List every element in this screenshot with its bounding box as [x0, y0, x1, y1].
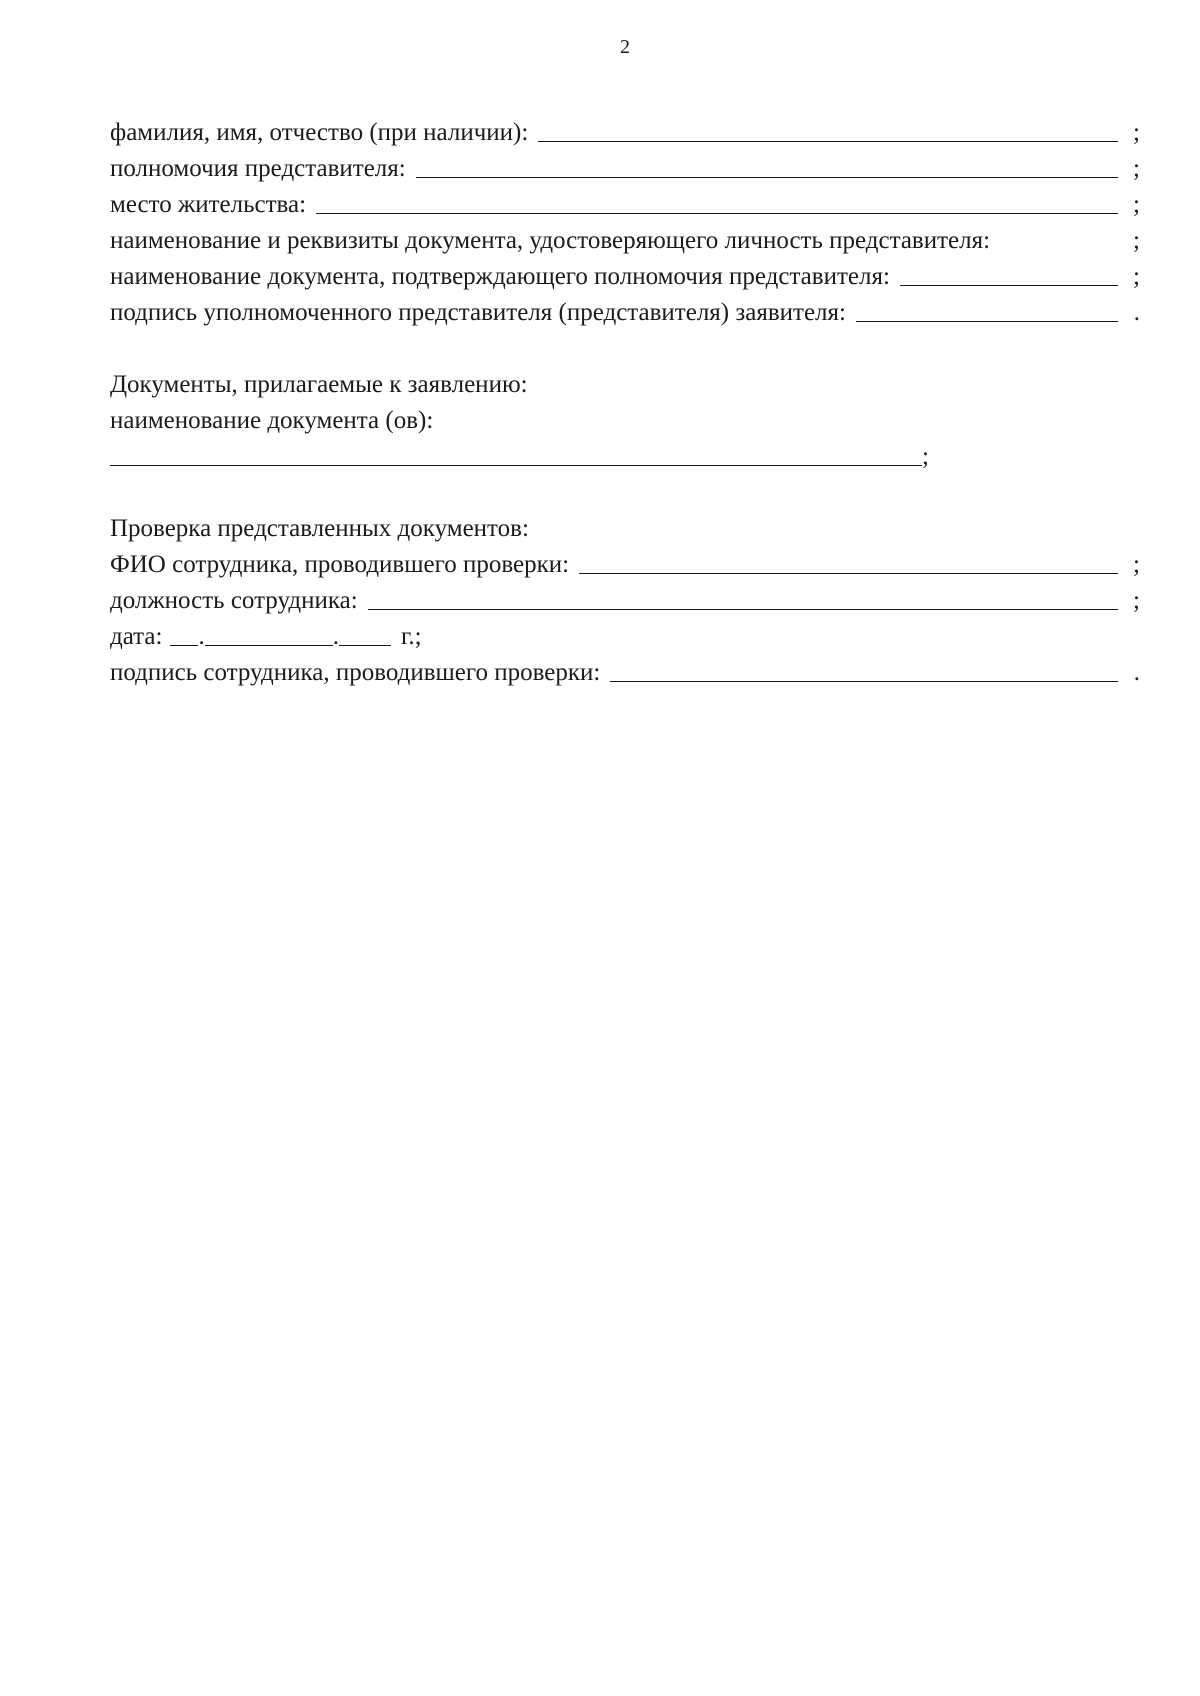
attached-documents-heading-line	[110, 364, 1140, 400]
verification-heading: Проверка представленных документов:	[110, 515, 529, 542]
employee-name-field[interactable]	[579, 549, 1118, 574]
id-document-terminator: ;	[1133, 227, 1140, 254]
id-document-line	[110, 220, 1140, 256]
document-name-terminator: ;	[922, 443, 929, 470]
powers-document-label: наименование документа, подтверждающего полномочия представителя:	[110, 263, 890, 290]
date-dot-1: .	[198, 623, 205, 650]
signature-field[interactable]	[856, 297, 1118, 322]
employee-signature-field[interactable]	[610, 657, 1118, 682]
employee-position-line	[110, 580, 1140, 616]
employee-signature-line	[110, 652, 1140, 688]
date-suffix: г.;	[400, 623, 422, 650]
employee-name-terminator: ;	[1133, 551, 1140, 578]
employee-name-line	[110, 544, 1140, 580]
verification-heading-line	[110, 508, 1140, 544]
date-label: дата:	[110, 623, 163, 650]
employee-position-field[interactable]	[368, 585, 1118, 610]
residence-field[interactable]	[316, 189, 1118, 214]
powers-line	[110, 148, 1140, 184]
date-day-field[interactable]	[170, 621, 198, 646]
date-line	[110, 616, 422, 652]
employee-name-label: ФИО сотрудника, проводившего проверки:	[110, 551, 570, 578]
residence-terminator: ;	[1133, 191, 1140, 218]
full-name-label: фамилия, имя, отчество (при наличии):	[110, 119, 529, 146]
date-dot-2: .	[332, 623, 339, 650]
attached-documents-heading: Документы, прилагаемые к заявлению:	[110, 371, 528, 398]
powers-field[interactable]	[416, 153, 1118, 178]
employee-signature-label: подпись сотрудника, проводившего проверки:	[110, 659, 601, 686]
id-document-field[interactable]	[1000, 225, 1118, 250]
powers-document-line	[110, 256, 1140, 292]
full-name-line	[110, 112, 1140, 148]
powers-label: полномочия представителя:	[110, 155, 406, 182]
document-name-field[interactable]	[110, 441, 922, 466]
signature-line	[110, 292, 1140, 328]
residence-label: место жительства:	[110, 191, 307, 218]
powers-document-field[interactable]	[900, 261, 1118, 286]
page-number: 2	[620, 36, 630, 58]
id-document-label: наименование и реквизиты документа, удостоверяющего личность представителя:	[110, 227, 991, 254]
date-year-field[interactable]	[339, 621, 391, 646]
document-name-label: наименование документа (ов):	[110, 407, 434, 434]
residence-line	[110, 184, 1140, 220]
date-month-field[interactable]	[205, 621, 333, 646]
powers-document-terminator: ;	[1133, 263, 1140, 290]
document-name-label-line	[110, 400, 1140, 436]
full-name-terminator: ;	[1133, 119, 1140, 146]
signature-label: подпись уполномоченного представителя (представителя) заявителя:	[110, 299, 846, 326]
employee-position-label: должность сотрудника:	[110, 587, 358, 614]
document-name-line	[110, 436, 940, 472]
employee-signature-terminator: .	[1133, 659, 1140, 686]
powers-terminator: ;	[1133, 155, 1140, 182]
full-name-field[interactable]	[538, 117, 1118, 142]
employee-position-terminator: ;	[1133, 587, 1140, 614]
signature-terminator: .	[1133, 299, 1140, 326]
